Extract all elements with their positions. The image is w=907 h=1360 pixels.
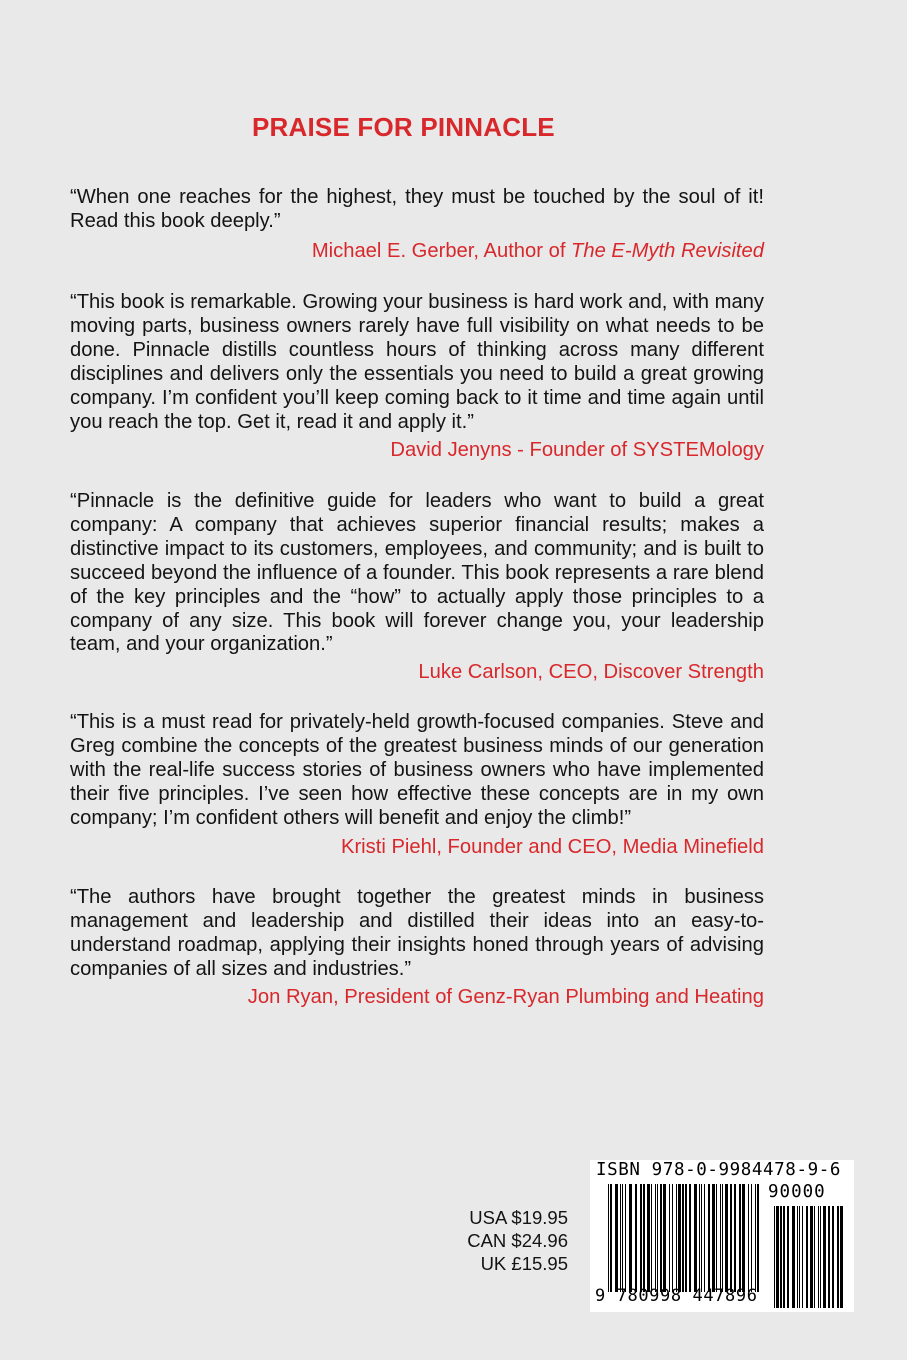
barcode-bar xyxy=(799,1206,800,1308)
barcode-bar xyxy=(820,1206,821,1308)
barcode-ean-number: 9 780998 447896 xyxy=(595,1286,758,1306)
barcode-bar xyxy=(678,1184,681,1292)
barcode-bar xyxy=(620,1184,621,1292)
barcode-bar xyxy=(704,1184,705,1292)
barcode-bar xyxy=(787,1206,789,1308)
testimonial-author-5: Jon Ryan, President of Genz-Ryan Plumbing and Heating xyxy=(247,986,764,1008)
barcode-bar xyxy=(689,1184,691,1292)
barcode-bar xyxy=(672,1184,673,1292)
barcode-bar xyxy=(755,1184,756,1292)
barcode-bar xyxy=(832,1206,834,1308)
barcode-bar xyxy=(647,1184,650,1292)
barcode-bar xyxy=(739,1184,741,1292)
testimonial-quote-5: “The authors have brought together the greatest minds in business management and leadership and distilled their ideas into an easy-to-understand roadmap, applying their insights honed through years of advising companies of all sizes and industries.” xyxy=(70,886,764,980)
isbn-barcode xyxy=(590,1160,854,1312)
barcode-bar xyxy=(625,1184,626,1292)
barcode-bar xyxy=(748,1184,749,1292)
testimonial-quote-4: “This is a must read for privately-held growth-focused companies. Steve and Greg combine the concepts of the greatest business minds of our generation with the real-life success stories of business owners who have implemented their five principles. I’ve seen how effective these concepts are in my own company; I’m confident others will benefit and enjoy the climb!” xyxy=(70,711,764,829)
barcode-bar xyxy=(720,1184,721,1292)
barcode-bar xyxy=(622,1184,623,1292)
barcode-bar xyxy=(708,1184,710,1292)
barcode-bar xyxy=(655,1184,656,1292)
barcode-bar xyxy=(643,1184,645,1292)
barcode-bar xyxy=(699,1184,700,1292)
barcode-bar xyxy=(610,1184,612,1292)
barcode-bar xyxy=(694,1184,697,1292)
price-uk: UK £15.95 xyxy=(480,1253,568,1274)
testimonial-author-3: Luke Carlson, CEO, Discover Strength xyxy=(418,661,764,683)
barcode-bar xyxy=(682,1184,684,1292)
testimonial-author-2: David Jenyns - Founder of SYSTEMology xyxy=(390,439,764,461)
barcode-bar xyxy=(792,1206,795,1308)
barcode-addon-number: 90000 xyxy=(768,1182,826,1202)
price-can: CAN $24.96 xyxy=(467,1230,568,1251)
testimonial-quote-3: “Pinnacle is the definitive guide for leaders who want to build a great company: A company that achieves superior financial results; makes a distinctive impact to its customers, employees, and community; and is built to succeed beyond the influence of a founder. This book represents a rare blend of the key principles and the “how” to actually apply those principles to a company of any size. This book will forever change you, your leadership team, and your organization.” xyxy=(70,490,764,656)
barcode-bar xyxy=(818,1206,819,1308)
testimonial-quote-1: “When one reaches for the highest, they must be touched by the soul of it! Read this book deeply.” xyxy=(70,186,764,232)
barcode-bar xyxy=(629,1184,632,1292)
barcode-bar xyxy=(734,1184,736,1292)
barcode-bar xyxy=(751,1184,752,1292)
barcode-bar xyxy=(810,1206,813,1308)
barcode-bar xyxy=(663,1184,666,1292)
barcode-bar xyxy=(776,1206,779,1308)
price-list xyxy=(440,1206,568,1275)
barcode-bar xyxy=(722,1184,723,1292)
barcode-bar xyxy=(660,1184,662,1292)
barcode-bar xyxy=(797,1206,798,1308)
barcode-bar xyxy=(806,1206,808,1308)
barcode-bar xyxy=(774,1206,775,1308)
barcode-bar xyxy=(608,1184,609,1292)
barcode-bar xyxy=(685,1184,687,1292)
page-title: PRAISE FOR PINNACLE xyxy=(252,112,555,142)
barcode-bar xyxy=(640,1184,642,1292)
barcode-bar xyxy=(657,1184,658,1292)
barcode-bar xyxy=(780,1206,782,1308)
testimonial-author-1: Michael E. Gerber, Author of The E-Myth Revisited xyxy=(311,240,764,262)
barcode-bar xyxy=(676,1184,677,1292)
testimonial-quote-2: “This book is remarkable. Growing your business is hard work and, with many moving parts, business owners rarely have full visibility on what needs to be done. Pinnacle distills countless hours of thinking across many different disciplines and delivers only the essentials you need to build a great growing company. I’m confident you’ll keep coming back to it time and time again until you reach the top. Get it, read it and apply it.” xyxy=(70,291,764,433)
barcode-bar xyxy=(828,1206,830,1308)
barcode-bar xyxy=(651,1184,652,1292)
barcode-bar xyxy=(783,1206,785,1308)
price-usa: USA $19.95 xyxy=(469,1207,568,1228)
barcode-bar xyxy=(716,1184,717,1292)
barcode-bar xyxy=(757,1184,759,1292)
barcode-bar xyxy=(635,1184,637,1292)
barcode-bar xyxy=(840,1206,843,1308)
barcode-bar xyxy=(742,1184,745,1292)
barcode-bar xyxy=(712,1184,715,1292)
barcode-bar xyxy=(615,1184,618,1292)
barcode-bar xyxy=(701,1184,702,1292)
isbn-label: ISBN 978-0-9984478-9-6 xyxy=(596,1160,841,1180)
barcode-bar xyxy=(823,1206,826,1308)
barcode-bar xyxy=(669,1184,670,1292)
barcode-bar xyxy=(730,1184,732,1292)
barcode-bar xyxy=(814,1206,815,1308)
barcode-bar xyxy=(725,1184,728,1292)
barcode-bar xyxy=(837,1206,839,1308)
barcode-bar xyxy=(802,1206,803,1308)
testimonial-author-4: Kristi Piehl, Founder and CEO, Media Minefield xyxy=(340,836,764,858)
